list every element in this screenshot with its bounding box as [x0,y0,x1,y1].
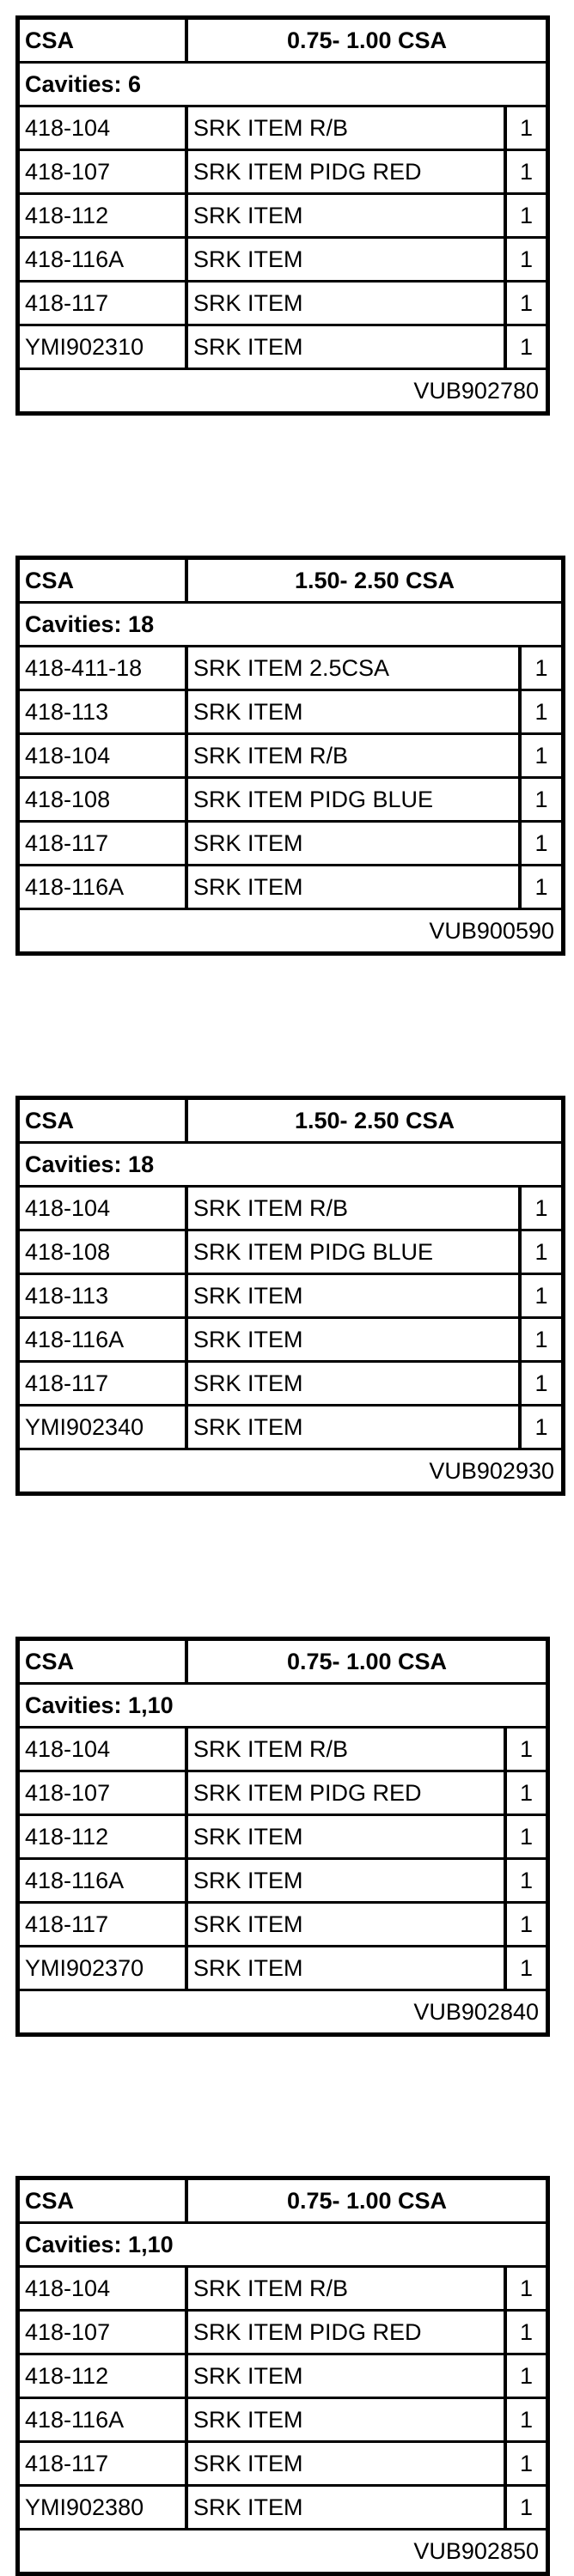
table-header-row [20,560,561,604]
part-description: SRK ITEM R/B [188,2268,507,2309]
table-row [20,2443,546,2487]
cavities-label: Cavities: 18 [25,611,155,637]
part-code: YMI902340 [20,1406,188,1448]
csa-label: CSA [20,20,188,61]
part-code: 418-117 [20,1363,188,1404]
parts-table-3 [15,1096,565,1496]
table-header-row [20,20,546,64]
part-description: SRK ITEM [188,1860,507,1901]
parts-table-2 [15,556,565,956]
part-code: 418-107 [20,1772,188,1814]
part-code: 418-107 [20,2312,188,2353]
part-description: SRK ITEM [188,1406,522,1448]
part-description: SRK ITEM [188,1816,507,1857]
part-description: SRK ITEM [188,326,507,368]
part-quantity: 1 [519,1779,534,1806]
part-description: SRK ITEM PIDG RED [188,151,507,192]
table-footer-row [20,1991,546,2032]
part-description: SRK ITEM [188,866,522,908]
part-code: 418-104 [20,2268,188,2309]
csa-label: CSA [20,1100,188,1141]
cavities-label: Cavities: 6 [25,70,142,97]
assembly-code: VUB902930 [429,1457,554,1484]
part-code: 418-117 [20,283,188,324]
part-quantity: 1 [519,289,534,316]
part-quantity: 1 [534,873,548,900]
part-quantity: 1 [519,158,534,185]
part-quantity: 1 [519,246,534,272]
part-description: SRK ITEM 2.5CSA [188,647,522,689]
part-code: 418-104 [20,1728,188,1770]
part-quantity: 1 [519,1735,534,1762]
table-row [20,283,546,326]
part-description: SRK ITEM R/B [188,107,507,149]
part-quantity: 1 [519,333,534,360]
cavities-row [20,604,561,647]
part-description: SRK ITEM [188,2487,507,2528]
part-code: 418-411-18 [20,647,188,689]
csa-range: 0.75- 1.00 CSA [286,1648,448,1674]
csa-label: CSA [20,2180,188,2221]
table-row [20,691,561,735]
part-code: 418-113 [20,1275,188,1316]
part-quantity: 1 [519,1867,534,1893]
cavities-row [20,1144,561,1188]
table-row [20,1947,546,1991]
part-code: YMI902310 [20,326,188,368]
part-description: SRK ITEM R/B [188,1728,507,1770]
part-description: SRK ITEM PIDG BLUE [188,1231,522,1273]
part-code: 418-113 [20,691,188,732]
part-description: SRK ITEM [188,691,522,732]
table-row [20,866,561,910]
assembly-code: VUB900590 [429,917,554,944]
parts-table-1 [15,15,550,416]
table-row [20,195,546,239]
table-row [20,2268,546,2312]
assembly-code: VUB902840 [413,1998,539,2025]
part-quantity: 1 [519,1823,534,1850]
csa-range: 0.75- 1.00 CSA [286,27,448,53]
part-description: SRK ITEM [188,2399,507,2440]
part-quantity: 1 [519,1954,534,1981]
part-quantity: 1 [519,2275,534,2301]
part-code: 418-104 [20,735,188,776]
part-quantity: 1 [534,654,548,681]
part-code: 418-108 [20,1231,188,1273]
part-quantity: 1 [519,2494,534,2520]
part-code: YMI902370 [20,1947,188,1989]
table-row [20,779,561,823]
cavities-row [20,2224,546,2268]
table-row [20,1406,561,1450]
part-quantity: 1 [519,114,534,141]
part-code: 418-116A [20,866,188,908]
part-quantity: 1 [534,829,548,856]
part-code: YMI902380 [20,2487,188,2528]
table-row [20,1772,546,1816]
table-footer-row [20,2530,546,2572]
part-code: 418-108 [20,779,188,820]
part-quantity: 1 [534,742,548,769]
assembly-code: VUB902850 [413,2537,539,2564]
table-row [20,2355,546,2399]
part-quantity: 1 [519,2362,534,2389]
part-description: SRK ITEM [188,239,507,280]
csa-label: CSA [20,560,188,601]
part-quantity: 1 [519,202,534,228]
part-description: SRK ITEM PIDG RED [188,2312,507,2353]
table-row [20,1188,561,1231]
table-row [20,1728,546,1772]
part-description: SRK ITEM [188,195,507,236]
part-quantity: 1 [534,698,548,725]
table-row [20,2399,546,2443]
part-description: SRK ITEM [188,2443,507,2484]
part-description: SRK ITEM [188,283,507,324]
part-description: SRK ITEM [188,1904,507,1945]
table-header-row [20,1641,546,1685]
part-description: SRK ITEM [188,823,522,864]
part-code: 418-104 [20,1188,188,1229]
part-code: 418-117 [20,2443,188,2484]
table-row [20,2312,546,2355]
part-description: SRK ITEM [188,1319,522,1360]
part-quantity: 1 [534,1238,548,1265]
part-description: SRK ITEM [188,2355,507,2397]
part-quantity: 1 [519,2406,534,2433]
table-footer-row [20,370,546,411]
part-code: 418-107 [20,151,188,192]
table-header-row [20,2180,546,2224]
table-row [20,1860,546,1904]
table-row [20,1363,561,1406]
cavities-label: Cavities: 1,10 [25,2231,174,2257]
part-quantity: 1 [534,786,548,812]
csa-label: CSA [20,1641,188,1682]
part-code: 418-104 [20,107,188,149]
part-quantity: 1 [534,1413,548,1440]
part-description: SRK ITEM R/B [188,735,522,776]
part-description: SRK ITEM PIDG RED [188,1772,507,1814]
part-code: 418-116A [20,1860,188,1901]
table-footer-row [20,1450,561,1492]
table-footer-row [20,910,561,951]
csa-range: 0.75- 1.00 CSA [286,2187,448,2214]
part-quantity: 1 [534,1282,548,1309]
part-code: 418-112 [20,2355,188,2397]
table-row [20,1904,546,1947]
cavities-row [20,1685,546,1728]
part-quantity: 1 [534,1370,548,1396]
csa-range: 1.50- 2.50 CSA [294,1107,455,1133]
part-description: SRK ITEM [188,1947,507,1989]
cavities-label: Cavities: 18 [25,1151,155,1177]
parts-table-5 [15,2176,550,2576]
part-code: 418-112 [20,195,188,236]
table-row [20,1231,561,1275]
table-row [20,326,546,370]
part-quantity: 1 [519,2318,534,2345]
table-row [20,735,561,779]
part-code: 418-117 [20,823,188,864]
table-header-row [20,1100,561,1144]
table-row [20,823,561,866]
part-code: 418-116A [20,2399,188,2440]
part-quantity: 1 [534,1326,548,1352]
part-description: SRK ITEM PIDG BLUE [188,779,522,820]
table-row [20,1275,561,1319]
parts-table-4 [15,1637,550,2037]
part-description: SRK ITEM R/B [188,1188,522,1229]
cavities-label: Cavities: 1,10 [25,1692,174,1718]
table-row [20,2487,546,2530]
part-description: SRK ITEM [188,1363,522,1404]
part-quantity: 1 [534,1194,548,1221]
csa-range: 1.50- 2.50 CSA [294,567,455,593]
part-code: 418-112 [20,1816,188,1857]
part-code: 418-117 [20,1904,188,1945]
part-code: 418-116A [20,239,188,280]
assembly-code: VUB902780 [413,377,539,404]
part-code: 418-116A [20,1319,188,1360]
table-row [20,1319,561,1363]
part-quantity: 1 [519,1911,534,1937]
table-row [20,647,561,691]
table-row [20,239,546,283]
part-quantity: 1 [519,2450,534,2476]
part-description: SRK ITEM [188,1275,522,1316]
table-row [20,151,546,195]
table-row [20,1816,546,1860]
cavities-row [20,64,546,107]
table-row [20,107,546,151]
